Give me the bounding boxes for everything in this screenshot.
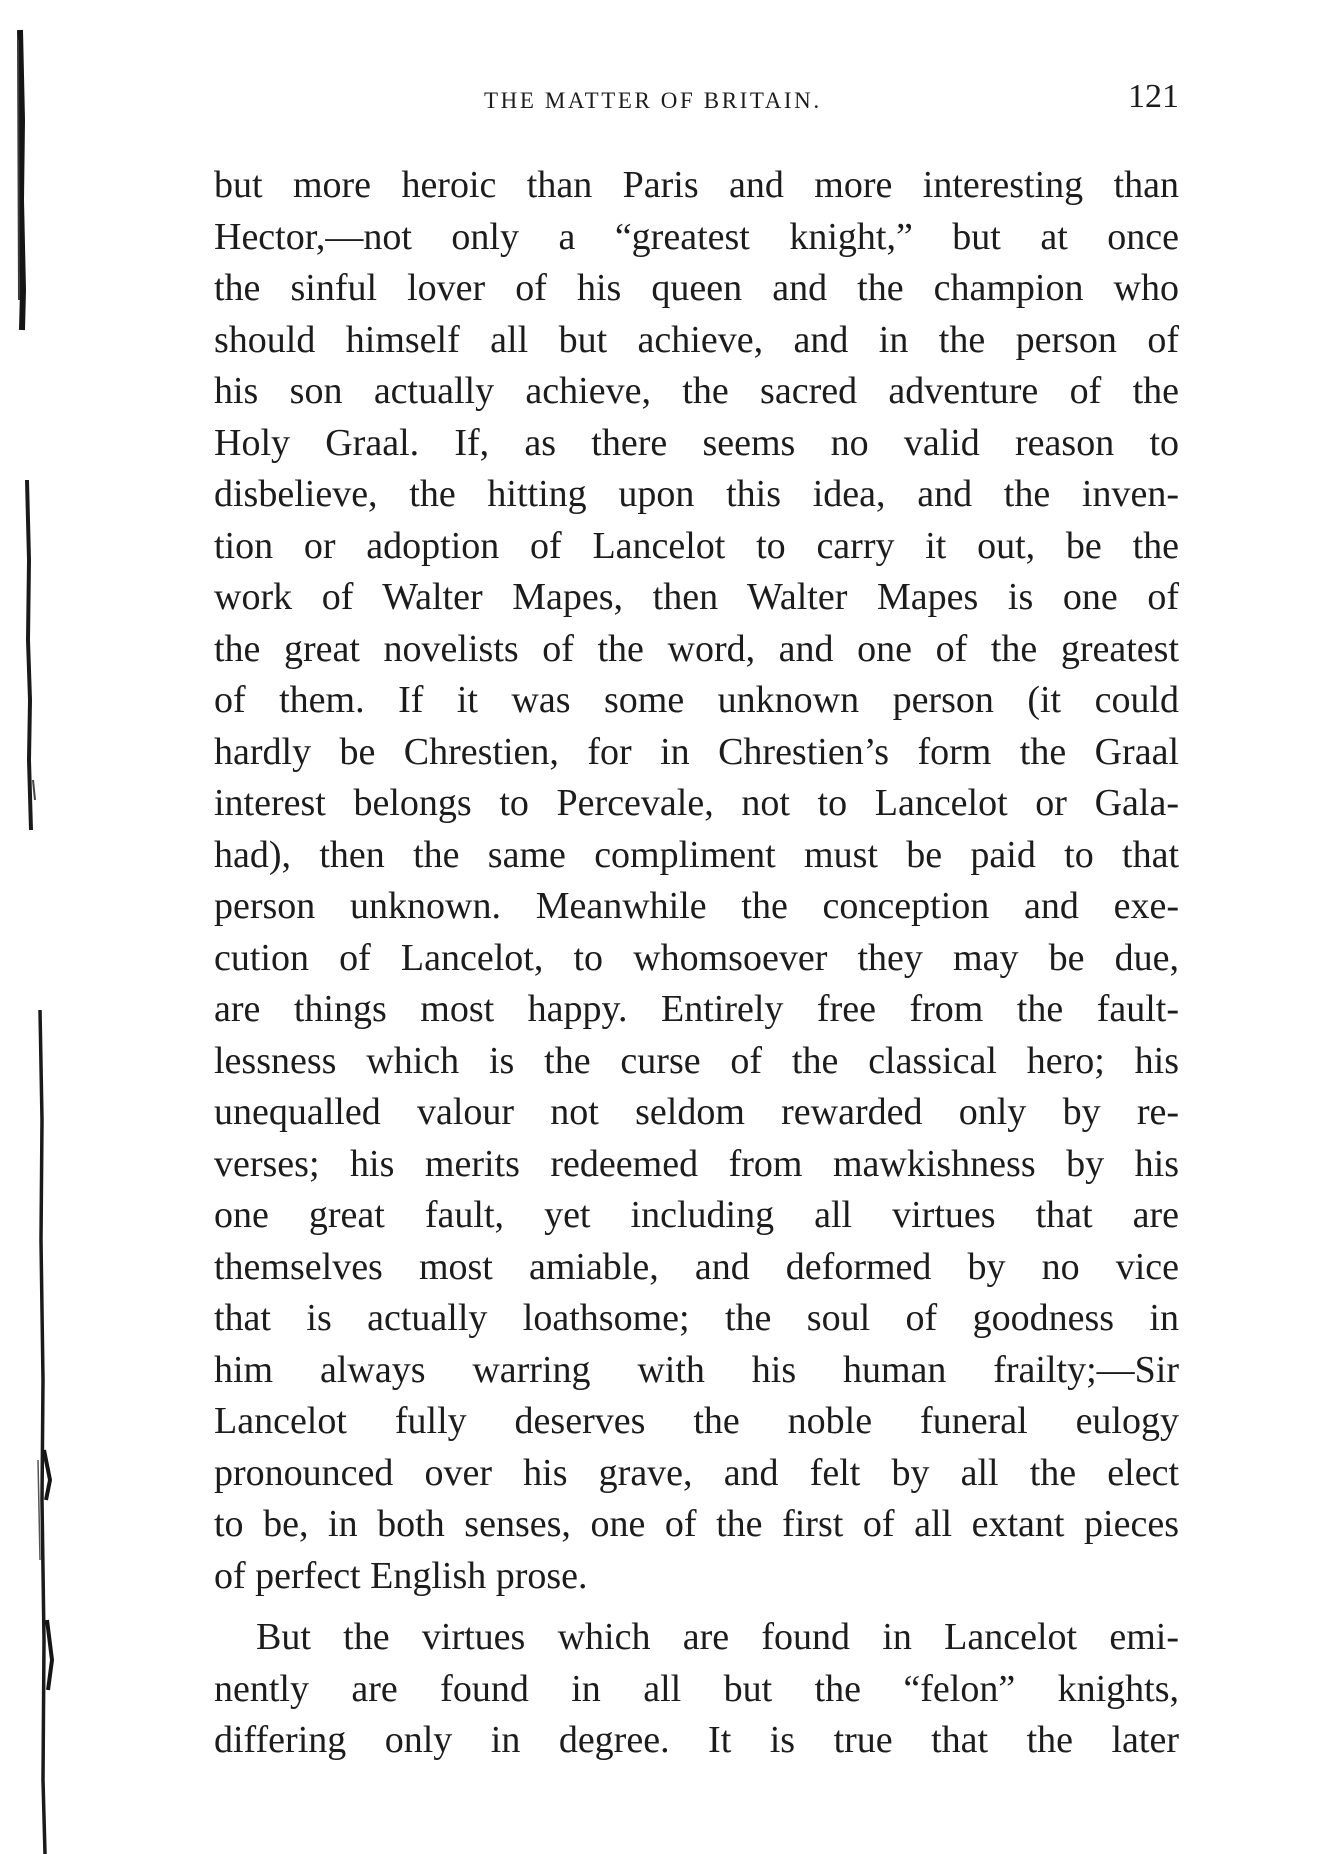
text-line: the sinful lover of his queen and the champion who — [214, 267, 1179, 309]
text-line: themselves most amiable, and deformed by no vice — [214, 1245, 1179, 1288]
text-line: should himself all but achieve, and in the person of — [214, 318, 1179, 361]
text-line: verses; his merits redeemed from mawkishness by his — [214, 1142, 1179, 1185]
text-line: pronounced over his grave, and felt by all the elect — [214, 1451, 1179, 1494]
text-line: him always warring with his human frailty;—Sir — [214, 1348, 1179, 1391]
text-line: lessness which is the curse of the classical hero; his — [214, 1039, 1179, 1082]
text-line: tion or adoption of Lancelot to carry it out, be the — [214, 524, 1179, 567]
text-line: had), then the same compliment must be paid to that — [214, 833, 1179, 876]
text-line: person unknown. Meanwhile the conception and exe- — [214, 885, 1179, 927]
paragraph — [214, 160, 1179, 1602]
text-line: cution of Lancelot, to whomsoever they may be due, — [214, 936, 1179, 979]
text-line: nently are found in all but the “felon” knights, — [214, 1667, 1179, 1710]
page-number: 121 — [1128, 78, 1179, 115]
body-text — [214, 160, 1179, 1767]
text-line: that is actually loathsome; the soul of goodness in — [214, 1297, 1179, 1339]
text-line: unequalled valour not seldom rewarded only by re- — [214, 1091, 1179, 1133]
text-line: to be, in both senses, one of the first of all extant pieces — [214, 1503, 1179, 1545]
text-line: differing only in degree. It is true that the later — [214, 1719, 1179, 1761]
text-line: of perfect English prose. — [214, 1554, 588, 1597]
text-line: Hector,—not only a “greatest knight,” but at once — [214, 215, 1179, 258]
text-line: disbelieve, the hitting upon this idea, and the inven- — [214, 473, 1179, 515]
text-line: but more heroic than Paris and more interesting than — [214, 164, 1179, 206]
text-line: the great novelists of the word, and one of the greatest — [214, 627, 1179, 670]
scan-margin-marks — [0, 0, 70, 1854]
text-line: his son actually achieve, the sacred adventure of the — [214, 370, 1179, 412]
running-head — [214, 78, 1179, 128]
running-title: THE MATTER OF BRITAIN. — [484, 88, 822, 113]
text-line: of them. If it was some unknown person (it could — [214, 679, 1179, 721]
text-line: one great fault, yet including all virtues that are — [214, 1194, 1179, 1236]
text-line: Lancelot fully deserves the noble funeral eulogy — [214, 1400, 1179, 1442]
text-line: Holy Graal. If, as there seems no valid reason to — [214, 421, 1179, 464]
text-line: hardly be Chrestien, for in Chrestien’s form the Graal — [214, 730, 1179, 773]
paragraph — [214, 1612, 1179, 1767]
text-line: are things most happy. Entirely free from the fault- — [214, 988, 1179, 1030]
text-line: But the virtues which are found in Lancelot emi- — [256, 1616, 1179, 1658]
text-line: work of Walter Mapes, then Walter Mapes is one of — [214, 576, 1179, 618]
text-line: interest belongs to Percevale, not to Lancelot or Gala- — [214, 782, 1179, 824]
